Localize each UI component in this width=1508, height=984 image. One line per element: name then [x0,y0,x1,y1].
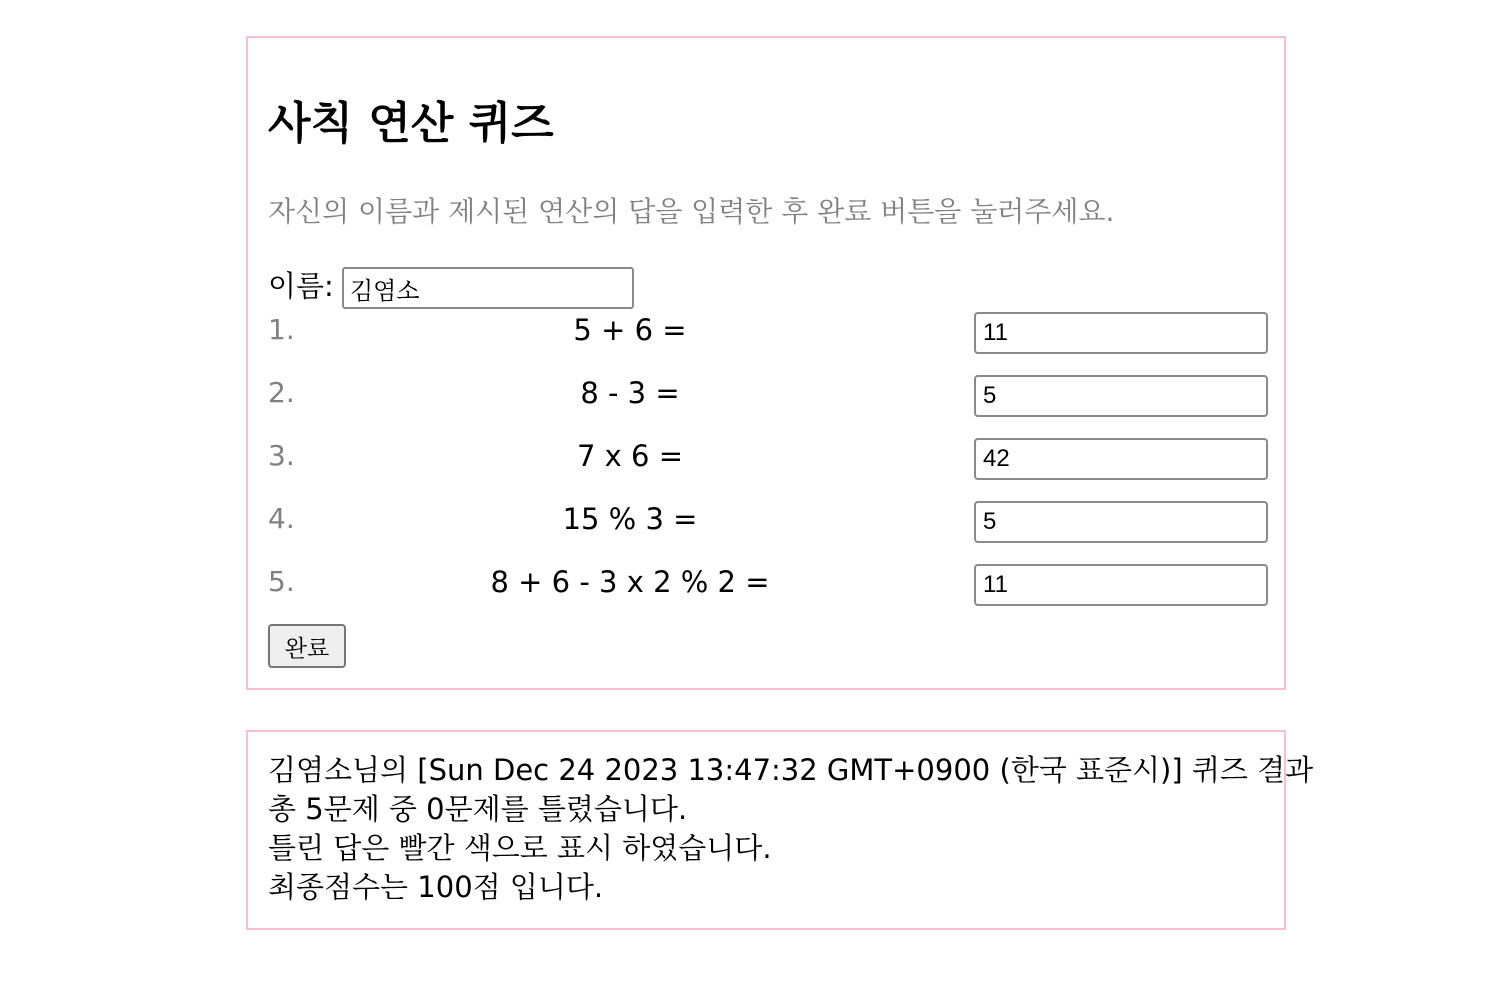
question-expression: 5 + 6 = [573,313,687,347]
question-expression: 7 x 6 = [576,439,684,473]
question-expression: 8 + 6 - 3 x 2 % 2 = [490,565,770,599]
result-wrong-count: 총 5문제 중 0문제를 틀렸습니다. [268,792,688,826]
result-heading: 김염소님의 [Sun Dec 24 2023 13:47:32 GMT+0900 (한국 표준시)] 퀴즈 결과 [268,753,1314,787]
question-expression: 15 % 3 = [562,502,698,536]
question-row-4 [248,499,1284,543]
question-number: 2. [268,376,295,409]
name-input[interactable] [342,267,634,309]
question-row-3 [248,436,1284,480]
page-title: 사칙 연산 퀴즈 [268,98,554,149]
answer-input-5[interactable] [974,564,1268,606]
question-row-2 [248,373,1284,417]
answer-input-3[interactable] [974,438,1268,480]
answer-input-1[interactable] [974,312,1268,354]
question-row-5 [248,562,1284,606]
answer-input-4[interactable] [974,501,1268,543]
instructions-text: 자신의 이름과 제시된 연산의 답을 입력한 후 완료 버튼을 눌러주세요. [268,195,1115,228]
question-number: 4. [268,502,295,535]
result-note: 틀린 답은 빨간 색으로 표시 하였습니다. [268,831,772,865]
result-panel [246,730,1314,930]
quiz-panel [246,36,1286,690]
question-number: 3. [268,439,295,472]
question-expression: 8 - 3 = [580,376,680,410]
result-score: 최종점수는 100점 입니다. [268,870,604,904]
question-number: 5. [268,565,295,598]
submit-button[interactable]: 완료 [268,624,346,668]
answer-input-2[interactable] [974,375,1268,417]
question-row-1 [248,310,1284,354]
question-number: 1. [268,313,295,346]
name-label: 이름: [268,269,334,303]
